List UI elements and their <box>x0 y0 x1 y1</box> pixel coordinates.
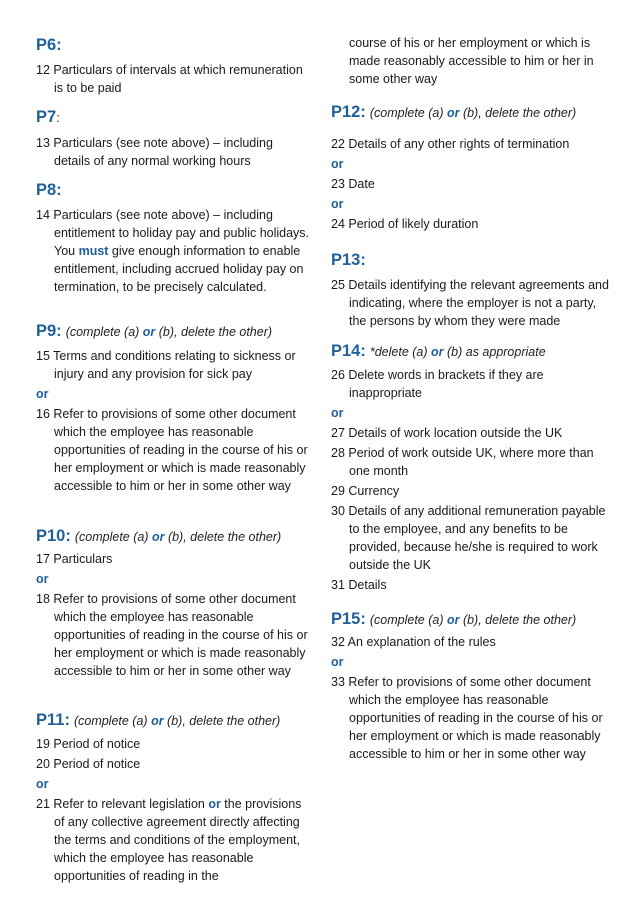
note-text-b: (b), delete the other) <box>459 106 577 120</box>
item-21-continued <box>331 34 611 88</box>
item-28: 28 Period of work outside UK, where more than one month <box>331 446 594 478</box>
item-21-or: or <box>208 797 221 811</box>
note-text-a: (complete (a) <box>74 530 152 544</box>
item-31: 31 Details <box>331 578 387 592</box>
item-19: 19 Period of notice <box>36 737 141 751</box>
section-p15 <box>331 609 611 763</box>
heading-colon: : <box>56 110 60 125</box>
item-27: 27 Details of work location outside the UK <box>331 426 563 440</box>
heading-note <box>75 530 281 544</box>
section-p13 <box>331 250 611 330</box>
note-text-b: (b), delete the other) <box>163 714 281 728</box>
item-33: 33 Refer to provisions of some other document which the employee has reasonable opportunities of reading in the course of his or her employment or which is made reasonably accessible to him or her in some other way <box>331 675 603 761</box>
item-21-text-a: 21 Refer to relevant legislation <box>36 797 209 811</box>
item-22: 22 Details of any other rights of termination <box>331 137 570 151</box>
item-23: 23 Date <box>331 177 375 191</box>
item-30: 30 Details of any additional remuneration payable to the employee, and any benefits to be provided, because he/she is required to work outside the UK <box>331 504 606 572</box>
section-heading-p7 <box>36 107 312 128</box>
or-separator: or <box>36 777 49 791</box>
section-p6 <box>36 35 312 97</box>
section-p7 <box>36 107 312 170</box>
or-separator: or <box>331 197 344 211</box>
item-12: 12 Particulars of intervals at which remuneration is to be paid <box>36 63 303 95</box>
section-heading-p6: P6: <box>36 36 62 54</box>
heading-title: P7 <box>36 108 57 126</box>
note-text-b: (b), delete the other) <box>155 325 273 339</box>
section-p8 <box>36 180 312 296</box>
item-25: 25 Details identifying the relevant agreements and indicating, where the employer is not a party, the persons by whom they were made <box>331 278 609 328</box>
note-or: or <box>446 106 460 120</box>
or-separator: or <box>331 157 344 171</box>
section-heading-p10 <box>36 526 312 547</box>
item-21-continuation: course of his or her employment or which is made reasonably accessible to him or her in some other way <box>349 36 594 86</box>
section-heading-p15 <box>331 609 611 630</box>
section-p9 <box>36 321 312 495</box>
or-separator: or <box>36 387 49 401</box>
heading-note <box>370 106 576 120</box>
item-14-must: must <box>78 244 109 258</box>
item-21-text-b: the provisions of any collective agreement directly affecting the terms and conditions of the employment, which the employee has reasonable opportunities of reading in the <box>54 797 302 883</box>
note-or: or <box>142 325 156 339</box>
note-text-b: (b), delete the other) <box>459 613 577 627</box>
heading-title: P11: <box>36 711 70 729</box>
item-24: 24 Period of likely duration <box>331 217 479 231</box>
heading-note <box>370 345 546 359</box>
heading-title: P14: <box>331 342 366 360</box>
note-text-b: (b), delete the other) <box>164 530 282 544</box>
section-p10 <box>36 526 312 680</box>
note-text-a: (complete (a) <box>369 106 447 120</box>
item-14-text-b: give enough information to enable entitlement, including accrued holiday pay on termination, to be precisely calculated. <box>54 244 304 294</box>
heading-title: P9: <box>36 322 62 340</box>
item-21 <box>36 795 312 885</box>
note-or: or <box>151 714 164 728</box>
item-13: 13 Particulars (see note above) – including details of any normal working hours <box>36 136 273 168</box>
section-heading-p8: P8: <box>36 181 62 199</box>
section-heading-p9 <box>36 321 312 342</box>
item-15: 15 Terms and conditions relating to sickness or injury and any provision for sick pay <box>36 349 296 381</box>
note-or: or <box>151 530 165 544</box>
item-26: 26 Delete words in brackets if they are inappropriate <box>331 368 544 400</box>
section-heading-p14 <box>331 341 611 362</box>
item-18: 18 Refer to provisions of some other document which the employee has reasonable opportunities of reading in the course of his or her employment or which is made reasonably accessible to him or her in some other way <box>36 592 308 678</box>
note-or: or <box>446 613 460 627</box>
heading-title: P10: <box>36 527 71 545</box>
note-text-a: (complete (a) <box>369 613 447 627</box>
section-heading-p12 <box>331 102 611 123</box>
note-or: or <box>431 345 444 359</box>
heading-note <box>370 613 576 627</box>
section-p12 <box>331 102 611 233</box>
note-text-a: (complete (a) <box>65 325 143 339</box>
or-separator: or <box>36 572 49 586</box>
heading-note <box>74 714 280 728</box>
or-separator: or <box>331 406 344 420</box>
heading-title: P12: <box>331 103 366 121</box>
note-text-a: *delete (a) <box>369 345 432 359</box>
section-heading-p13: P13: <box>331 251 366 269</box>
item-32: 32 An explanation of the rules <box>331 635 496 649</box>
note-text-a: (complete (a) <box>73 714 152 728</box>
section-p11 <box>36 710 312 885</box>
heading-title: P15: <box>331 610 366 628</box>
item-14 <box>36 206 312 296</box>
or-separator: or <box>331 655 344 669</box>
item-20: 20 Period of notice <box>36 757 141 771</box>
note-text-b: (b) as appropriate <box>443 345 546 359</box>
section-p14 <box>331 341 611 594</box>
item-16: 16 Refer to provisions of some other document which the employee has reasonable opportunities of reading in the course of his or her employment or which is made reasonably accessible to him or her in some other way <box>36 407 308 493</box>
item-14-text-a: 14 Particulars (see note above) – including entitlement to holiday pay and public holidays. You <box>36 208 310 258</box>
item-17: 17 Particulars <box>36 552 113 566</box>
section-heading-p11 <box>36 710 312 731</box>
heading-note <box>66 325 272 339</box>
item-29: 29 Currency <box>331 484 400 498</box>
